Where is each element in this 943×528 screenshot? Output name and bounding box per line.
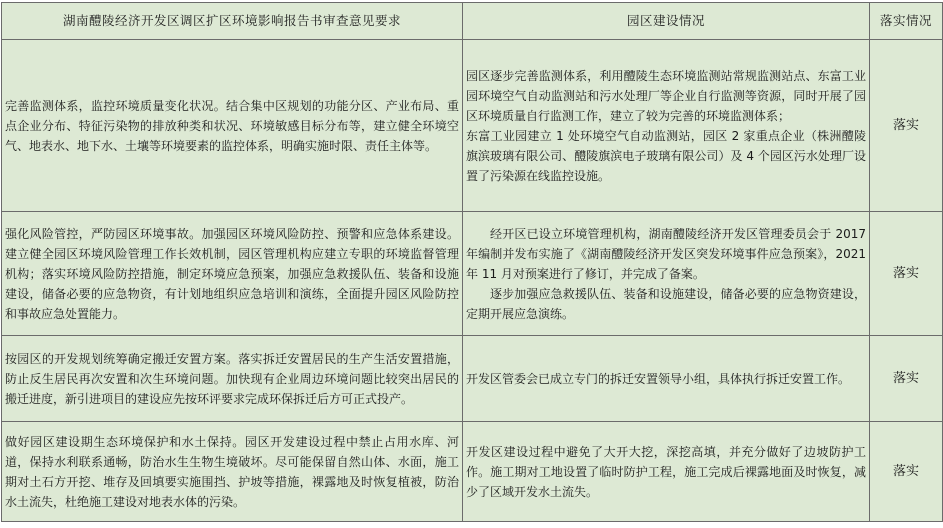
requirement-cell: 做好园区建设期生态环境保护和水土保持。园区开发建设过程中禁止占用水库、河道，保持水利联系通畅，防治水生生物生境破坏。尽可能保留自然山体、水面，施工期对土石方开挖、堆存及回填要实施围挡、护坡等措施，裸露地及时恢复植被，防治水土流失，杜绝施工建设对地表水体的污染。	[2, 422, 463, 522]
header-status: 落实情况	[870, 3, 943, 40]
status-cell: 落实	[870, 40, 943, 212]
progress-cell	[463, 40, 870, 212]
requirement-cell: 完善监测体系，监控环境质量变化状况。结合集中区规划的功能分区、产业布局、重点企业分布、特征污染物的排放种类和状况、环境敏感目标分布等，建立健全环境空气、地表水、地下水、土壤等环境要素的监控体系，明确实施时限、责任主体等。	[2, 40, 463, 212]
table-row	[2, 422, 943, 522]
status-cell: 落实	[870, 336, 943, 422]
header-requirement: 湖南醴陵经济开发区调区扩区环境影响报告书审查意见要求	[2, 3, 463, 40]
table-row	[2, 212, 943, 336]
progress-cell	[463, 212, 870, 336]
progress-paragraph: 东富工业园建立 1 处环境空气自动监测站，园区 2 家重点企业（株洲醴陵旗滨玻璃有限公司、醴陵旗滨电子玻璃有限公司）及 4 个园区污水处理厂设置了污染源在线监控设施。	[466, 128, 866, 183]
header-progress: 园区建设情况	[463, 3, 870, 40]
requirement-cell: 按园区的开发规划统筹确定搬迁安置方案。落实拆迁安置居民的生产生活安置措施，防止反生居民再次安置和次生环境问题。加快现有企业周边环境问题比较突出居民的搬迁进度，新引进项目的建设应先按环评要求完成环保拆迁后方可正式投产。	[2, 336, 463, 422]
status-cell: 落实	[870, 422, 943, 522]
table-header-row	[2, 3, 943, 40]
progress-cell	[463, 422, 870, 522]
progress-paragraph: 经开区已设立环境管理机构，湖南醴陵经济开发区管理委员会于 2017 年编制并发布实施了《湖南醴陵经济开发区突发环境事件应急预案》，2021 年 11 月对预案进行了修订，并完成了备案。	[466, 226, 866, 281]
progress-paragraph: 开发区管委会已成立专门的拆迁安置领导小组，具体执行拆迁安置工作。	[466, 371, 851, 386]
review-opinion-table	[1, 2, 943, 522]
progress-paragraph: 园区逐步完善监测体系，利用醴陵生态环境监测站常规监测站点、东富工业园环境空气自动监测站和污水处理厂等企业自行监测等资源，同时开展了园区环境质量自行监测工作，建立了较为完善的环境监测体系；	[466, 68, 866, 123]
progress-paragraph: 开发区建设过程中避免了大开大挖，深挖高填，并充分做好了边坡防护工作。施工期对工地设置了临时防护工程，施工完成后裸露地面及时恢复，减少了区域开发水土流失。	[466, 444, 866, 499]
progress-paragraph: 逐步加强应急救援队伍、装备和设施建设，储备必要的应急物资建设，定期开展应急演练。	[466, 286, 866, 321]
status-cell: 落实	[870, 212, 943, 336]
table-row	[2, 40, 943, 212]
requirement-cell: 强化风险管控，严防园区环境事故。加强园区环境风险防控、预警和应急体系建设。建立健全园区环境风险管理工作长效机制，园区管理机构应建立专职的环境监督管理机构；落实环境风险防控措施，制定环境应急预案，加强应急救援队伍、装备和设施建设，储备必要的应急物资，有计划地组织应急培训和演练，全面提升园区风险防控和事故应急处置能力。	[2, 212, 463, 336]
table-row	[2, 336, 943, 422]
progress-cell	[463, 336, 870, 422]
